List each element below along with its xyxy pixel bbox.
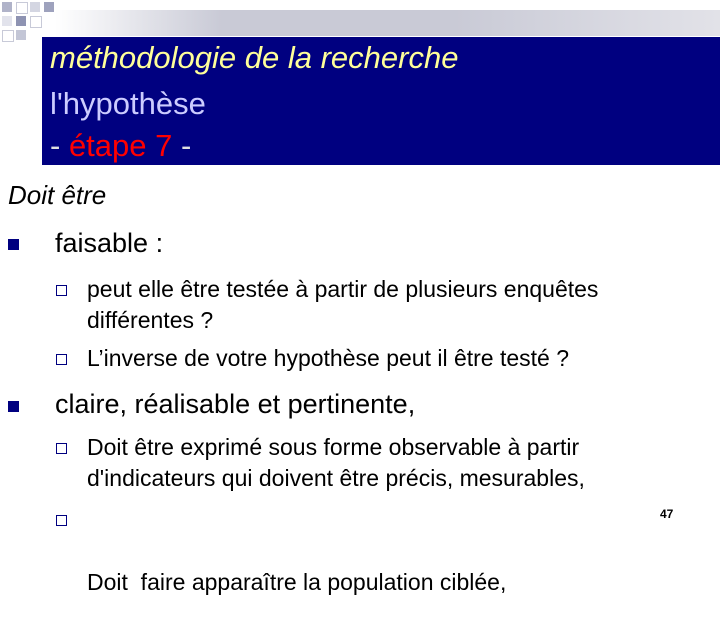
- deco-square: [44, 2, 54, 12]
- title-line-2: l'hypothèse: [50, 86, 206, 121]
- deco-square: [30, 2, 40, 12]
- sub-item-line: Doit faire apparaître la population ciblée,: [87, 569, 507, 595]
- sub-item-line: d'indicateurs qui doivent être précis, mesurables,: [87, 465, 585, 491]
- hollow-square-bullet-icon: [56, 515, 67, 526]
- sub-item-inverse: [87, 343, 712, 374]
- sub-item-line: différentes ?: [87, 307, 214, 333]
- square-bullet-icon: [8, 239, 19, 250]
- hollow-square-bullet-icon: [56, 354, 67, 365]
- sub-item-testable: [87, 274, 712, 336]
- header-gradient-band: [55, 10, 720, 36]
- deco-square: [2, 30, 14, 42]
- deco-square: [16, 2, 28, 14]
- list-item-feasible: faisable :: [55, 228, 164, 258]
- slide-number: 47: [660, 507, 674, 521]
- deco-square: [16, 16, 26, 26]
- hollow-square-bullet-icon: [56, 285, 67, 296]
- deco-square: [30, 16, 42, 28]
- title-line-3-suffix: -: [172, 128, 192, 163]
- deco-square: [16, 30, 26, 40]
- title-line-3: [50, 128, 191, 164]
- title-line-1: méthodologie de la recherche: [50, 40, 459, 75]
- deco-square: [2, 2, 12, 12]
- sub-item-observable: [87, 432, 712, 494]
- square-bullet-icon: [8, 401, 19, 412]
- sub-item-line: peut elle être testée à partir de plusieurs enquêtes: [87, 276, 599, 302]
- sub-item-line: Doit être exprimé sous forme observable à partir: [87, 434, 580, 460]
- list-item-clear: claire, réalisable et pertinente,: [55, 389, 416, 419]
- deco-square: [2, 16, 12, 26]
- sub-item-line: L’inverse de votre hypothèse peut il être testé ?: [87, 345, 570, 371]
- step-label: étape 7: [68, 128, 173, 163]
- body-heading: Doit être: [8, 180, 107, 210]
- hollow-square-bullet-icon: [56, 443, 67, 454]
- sub-item-population: [87, 505, 712, 629]
- title-line-3-prefix: -: [50, 128, 69, 163]
